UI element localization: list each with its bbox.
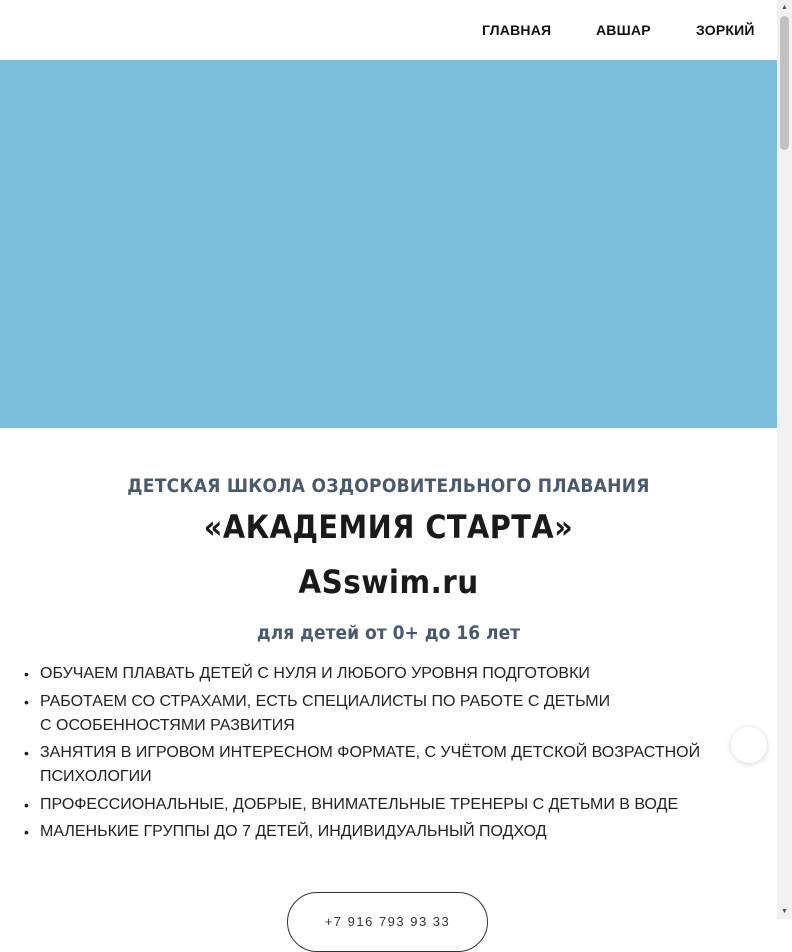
feature-text-continued: С ОСОБЕННОСТЯМИ РАЗВИТИЯ	[40, 716, 295, 734]
bullet-icon: •	[24, 693, 29, 710]
feature-text: ПРОФЕССИОНАЛЬНЫЕ, ДОБРЫЕ, ВНИМАТЕЛЬНЫЕ ТРЕНЕРЫ С ДЕТЬМИ В ВОДЕ	[40, 795, 679, 813]
feature-text: РАБОТАЕМ СО СТРАХАМИ, ЕСТЬ СПЕЦИАЛИСТЫ ПО РАБОТЕ С ДЕТЬМИ	[40, 692, 611, 710]
vertical-scrollbar[interactable]	[777, 0, 792, 919]
phone-number: +7 916 793 93 33	[324, 914, 451, 929]
school-title: «АКАДЕМИЯ СТАРТА»	[203, 508, 574, 546]
feature-item	[24, 793, 724, 817]
bullet-icon: •	[24, 745, 29, 761]
floating-action-button[interactable]	[731, 727, 767, 763]
feature-text-continued: ПСИХОЛОГИИ	[40, 768, 152, 785]
scrollbar-thumb[interactable]	[780, 16, 789, 150]
feature-item	[24, 741, 724, 789]
nav-link-home[interactable]: ГЛАВНАЯ	[482, 22, 552, 38]
bullet-icon: •	[24, 824, 29, 840]
site-domain: ASswim.ru	[298, 563, 479, 601]
scroll-down-arrow-icon[interactable]: ▼	[781, 908, 788, 915]
scroll-up-arrow-icon[interactable]: ▲	[781, 4, 788, 11]
features-list	[24, 662, 724, 848]
hero-banner	[0, 60, 777, 428]
top-navigation	[0, 0, 777, 60]
feature-item	[24, 820, 724, 844]
nav-link-zorkiy[interactable]: ЗОРКИЙ	[696, 22, 755, 38]
feature-text: ЗАНЯТИЯ В ИГРОВОМ ИНТЕРЕСНОМ ФОРМАТЕ, С УЧЁТОМ ДЕТСКОЙ ВОЗРАСТНОЙ	[40, 744, 701, 761]
feature-item	[24, 662, 724, 686]
feature-text: МАЛЕНЬКИЕ ГРУППЫ ДО 7 ДЕТЕЙ, ИНДИВИДУАЛЬНЫЙ ПОДХОД	[40, 823, 547, 840]
bullet-icon: •	[24, 666, 29, 682]
feature-text: ОБУЧАЕМ ПЛАВАТЬ ДЕТЕЙ С НУЛЯ И ЛЮБОГО УРОВНЯ ПОДГОТОВКИ	[40, 665, 590, 682]
age-range: для детей от 0+ до 16 лет	[256, 622, 521, 644]
school-subtitle: ДЕТСКАЯ ШКОЛА ОЗДОРОВИТЕЛЬНОГО ПЛАВАНИЯ	[127, 475, 650, 497]
nav-link-avshar[interactable]: АВШАР	[596, 22, 651, 38]
bullet-icon: •	[24, 796, 29, 813]
phone-call-button[interactable]	[287, 892, 488, 952]
feature-item	[24, 690, 724, 738]
